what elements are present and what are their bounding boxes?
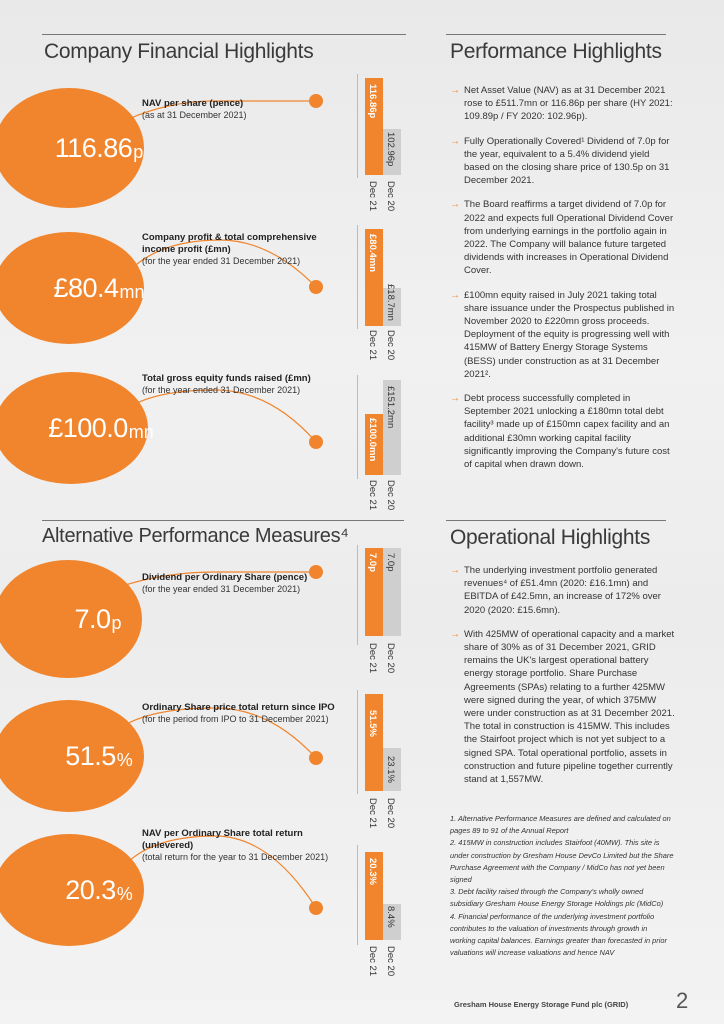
perf-title: Performance Highlights: [450, 40, 662, 63]
kpi1-xlabel-dec20: Dec 20: [385, 181, 396, 212]
apm3-sub: (total return for the year to 31 December 2021): [142, 852, 329, 862]
ops-bullet: → The underlying investment portfolio generated revenues⁴ of £51.4mn (2020: £16.1mn) and EBITDA of £42.5mn, an increase of 172% over 2020 (2020: £15.6mn).: [450, 565, 661, 616]
apm2-xlabel-dec20: Dec 20: [385, 798, 396, 829]
kpi1-bar-dec20-label: 102.96p: [385, 132, 396, 167]
kpi2-bar-dec21-label: £80.4mn: [367, 234, 378, 273]
footnotes: [450, 813, 674, 959]
apm3-xlabel-dec21: Dec 21: [367, 946, 378, 977]
apm2-unit: %: [116, 749, 133, 770]
perf-bullet: → £100mn equity raised in July 2021 taking total share issuance under the Prospectus published in November 2020 to £220mn gross proceeds. Deployment of the equity is progressing well with 415MW of Battery Energy Storage Systems (BESS) under construction as at 31 December 2021².: [450, 289, 675, 380]
kpi2-unit: mn: [119, 281, 145, 302]
ops-rule: [446, 520, 666, 521]
apm1-bar-dec21-label: 7.0p: [367, 553, 378, 573]
kpi1-value: 116.86: [54, 132, 133, 163]
kpi2-title: Company profit & total comprehensive income profit (£mn): [142, 232, 317, 255]
apm2-xlabel-dec21: Dec 21: [367, 798, 378, 829]
arrow-right-icon: →: [450, 628, 460, 640]
arrow-right-icon: →: [450, 85, 460, 96]
kpi3-value: £100.0: [48, 412, 128, 443]
kpi2-xlabel-dec21: Dec 21: [367, 330, 378, 361]
arrow-right-icon: →: [450, 565, 460, 576]
kpi3-sub: (for the year ended 31 December 2021): [142, 385, 301, 395]
kpi3-unit: mn: [128, 421, 154, 442]
kpi3-title: Total gross equity funds raised (£mn): [142, 373, 311, 384]
perf-bullets: [450, 84, 676, 482]
apm2-sub: (for the period from IPO to 31 December 2021): [142, 714, 329, 724]
apm2-value: 51.5: [65, 740, 116, 771]
footer-text: Gresham House Energy Storage Fund plc (GRID): [454, 1000, 629, 1009]
apm3-circle: [0, 834, 144, 946]
kpi3-bar-dec20-label: £151.2mn: [385, 386, 396, 429]
apm1-unit: p: [111, 612, 122, 633]
apm2-bar-dec20-label: 23.1%: [385, 756, 396, 783]
perf-bullet: → Net Asset Value (NAV) as at 31 December 2021 rose to £511.7mn or 116.86p per share (HY 2021: 109.89p / FY 2020: 102.96p).: [450, 85, 673, 123]
apm1-sub: (for the year ended 31 December 2021): [142, 584, 301, 594]
kpi3-xlabel-dec20: Dec 20: [385, 480, 396, 511]
kpi1-xlabel-dec21: Dec 21: [367, 181, 378, 212]
apm1-xlabel-dec21: Dec 21: [367, 643, 378, 674]
ops-bullet: → With 425MW of operational capacity and a market share of 30% as of 31 December 2021, GRID remains the UK's largest operational battery energy storage portfolio. Share Purchase Agreements (SPAs) relating to a further 425MW were signed during the year, of which 375MW were under construction as at 31 December 2021. The total in construction is 415MW. This includes the Stairfoot project which is not yet subject to a signed SPA. Total operational portfolio, assets in construction and future pipeline together currently stand at 1,557MW.: [450, 628, 675, 786]
kpi1-bar-dec21-label: 116.86p: [367, 84, 378, 119]
footnote-2: 2. 415MW in construction includes Stairfoot (40MW). This site is under construction by Gresham House DevCo Limited but the Share Purchase Agreement with the Company / MidCo has not yet been signed: [450, 838, 674, 885]
apm1-bar-dec20-label: 7.0p: [385, 553, 396, 572]
apm3-xlabel-dec20: Dec 20: [385, 946, 396, 977]
kpi1-unit: p: [133, 141, 144, 162]
apm3-title: NAV per Ordinary Share total return (unlevered): [142, 828, 303, 851]
apm1-title: Dividend per Ordinary Share (pence): [142, 572, 308, 583]
perf-bullet: → Fully Operationally Covered¹ Dividend of 7.0p for the year, equivalent to a 5.4% dividend yield based on the closing share price of 130.5p on 31 December 2021.: [450, 135, 670, 187]
kpi3-bar-dec21-label: £100.0mn: [367, 418, 378, 462]
footnote-1: 1. Alternative Performance Measures are defined and calculated on pages 89 to 91 of the Annual Report: [450, 814, 671, 836]
kpi3-xlabel-dec21: Dec 21: [367, 480, 378, 511]
ops-bullets: [450, 564, 676, 797]
kpi2-bar-dec20-label: £18.7mn: [385, 284, 396, 321]
apm3-bar-dec21-label: 20.3%: [367, 858, 378, 885]
apm2-title: Ordinary Share price total return since IPO: [142, 702, 335, 713]
apm3-value: 20.3: [65, 874, 116, 905]
kpi1-sub: (as at 31 December 2021): [142, 110, 247, 120]
page-number: 2: [676, 988, 689, 1013]
arrow-right-icon: →: [450, 393, 460, 405]
apm1-xlabel-dec20: Dec 20: [385, 643, 396, 674]
footnote-3: 3. Debt facility raised through the Company's wholly owned subsidiary Gresham House Energy Storage Holdings plc (MidCo): [450, 887, 664, 909]
arrow-right-icon: →: [450, 135, 460, 147]
kpi2-value: £80.4: [53, 272, 119, 303]
cfh-title: Company Financial Highlights: [44, 40, 314, 63]
apm1-value: 7.0: [74, 603, 111, 634]
arrow-right-icon: →: [450, 199, 460, 211]
footnote-4: 4. Financial performance of the underlying investment portfolio contributes to the valuation of investments through growth in working capital balances. Earnings greater than forecasted in prior valuations will increase valuations and hence NAV: [450, 911, 667, 958]
kpi1-title: NAV per share (pence): [142, 98, 244, 109]
perf-bullet: → The Board reaffirms a target dividend of 7.0p for 2022 and expects full Operational Dividend Cover from underlying earnings in the portfolio again in 2022. The Company will balance future targeted dividends with increases in Operational Dividend Cover.: [450, 199, 674, 277]
perf-bullet: → Debt process successfully completed in September 2021 unlocking a £180mn total debt facility³ made up of £150mn capex facility and an additional £30mn working capital facility significantly improving the Company's future cost of capital when drawn down.: [450, 393, 670, 471]
apm3-bar-dec20-label: 8.4%: [385, 906, 396, 928]
apm2-bar-dec21-label: 51.5%: [367, 710, 378, 737]
apm3-axis: [357, 845, 358, 945]
ops-title: Operational Highlights: [450, 526, 651, 549]
kpi2-xlabel-dec20: Dec 20: [385, 330, 396, 361]
apm-title: Alternative Performance Measures⁴: [42, 525, 349, 547]
kpi2-sub: (for the year ended 31 December 2021): [142, 256, 301, 266]
perf-rule: [446, 34, 666, 35]
arrow-right-icon: →: [450, 289, 460, 301]
apm3-unit: %: [116, 883, 133, 904]
